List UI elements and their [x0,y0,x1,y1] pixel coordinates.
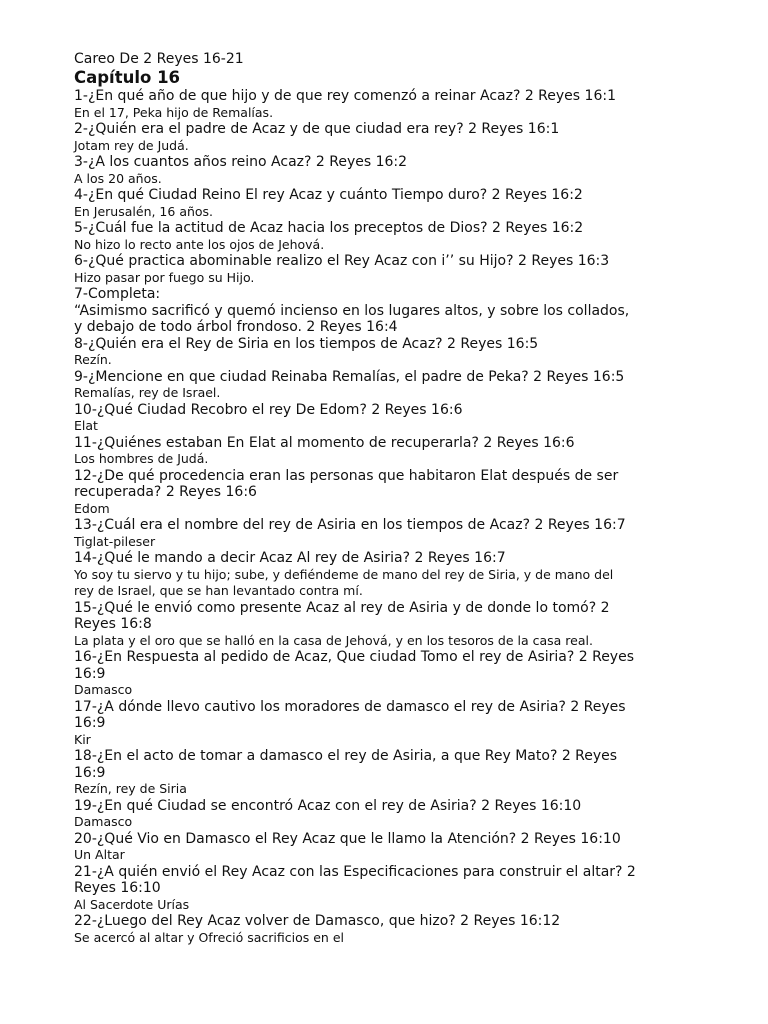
question-line: 15-¿Qué le envió como presente Acaz al rey de Asiria y de donde lo tomó? 2 [74,599,610,616]
question-line: 18-¿En el acto de tomar a damasco el rey de Asiria, a que Rey Mato? 2 Reyes [74,748,618,764]
question-line: 2-¿Quién era el padre de Acaz y de que ciudad era rey? 2 Reyes 16:1 [74,121,560,137]
question-line: 10-¿Qué Ciudad Recobro el rey De Edom? 2 Reyes 16:6 [74,401,463,418]
answer-line: Elat [74,418,98,433]
question-line: y debajo de todo árbol frondoso. 2 Reyes 16:4 [74,319,398,335]
question-line: 17-¿A dónde llevo cautivo los moradores de damasco el rey de Asiria? 2 Reyes [74,698,626,715]
answer-line: Edom [74,500,110,516]
answer-line: No hizo lo recto ante los ojos de Jehová. [74,236,325,252]
answer-line: Los hombres de Judá. [74,451,209,466]
answer-line: Un Altar [74,847,125,862]
answer-line: En Jerusalén, 16 años. [74,203,214,219]
question-line: Reyes 16:10 [74,880,161,896]
document-body [74,51,694,946]
question-line: 11-¿Quiénes estaban En Elat al momento de recuperarla? 2 Reyes 16:6 [74,434,575,451]
question-line: 12-¿De qué procedencia eran las personas que habitaron Elat después de ser [74,467,619,484]
answer-line: Se acercó al altar y Ofreció sacrificios en el [74,929,344,945]
question-line: 4-¿En qué Ciudad Reino El rey Acaz y cuánto Tiempo duro? 2 Reyes 16:2 [74,187,583,203]
answer-line: Jotam rey de Judá. [74,137,189,153]
document-title: Careo De 2 Reyes 16-21 [74,51,244,67]
answer-line: Rezín, rey de Siria [74,781,187,796]
answer-line: rey de Israel, que se han levantado contra mí. [74,583,363,598]
question-line: 21-¿A quién envió el Rey Acaz con las Especificaciones para construir el altar? 2 [74,863,636,880]
question-line: 22-¿Luego del Rey Acaz volver de Damasco, que hizo? 2 Reyes 16:12 [74,913,561,929]
question-line: 14-¿Qué le mando a decir Acaz Al rey de Asiria? 2 Reyes 16:7 [74,550,506,566]
question-line: 5-¿Cuál fue la actitud de Acaz hacia los preceptos de Dios? 2 Reyes 16:2 [74,220,584,236]
question-line: 16:9 [74,715,106,731]
question-answer-list [74,88,694,946]
question-line: 20-¿Qué Vio en Damasco el Rey Acaz que le llamo la Atención? 2 Reyes 16:10 [74,830,621,847]
answer-line: La plata y el oro que se halló en la casa de Jehová, y en los tesoros de la casa real. [74,632,593,648]
answer-line: En el 17, Peka hijo de Remalías. [74,104,274,120]
question-line: 16-¿En Respuesta al pedido de Acaz, Que ciudad Tomo el rey de Asiria? 2 Reyes [74,649,634,665]
question-line: recuperada? 2 Reyes 16:6 [74,484,257,500]
question-line: 1-¿En qué año de que hijo y de que rey comenzó a reinar Acaz? 2 Reyes 16:1 [74,88,616,104]
answer-line: Rezín. [74,352,112,367]
question-line: 7-Completa: [74,286,161,302]
answer-line: Kir [74,731,91,747]
answer-line: Hizo pasar por fuego su Hijo. [74,269,255,285]
question-line: 16:9 [74,764,106,781]
answer-line: Remalías, rey de Israel. [74,385,221,400]
answer-line: Damasco [74,814,133,829]
question-line: 8-¿Quién era el Rey de Siria en los tiempos de Acaz? 2 Reyes 16:5 [74,335,539,352]
chapter-heading: Capítulo 16 [74,68,181,87]
answer-line: Al Sacerdote Urías [74,896,190,912]
question-line: 13-¿Cuál era el nombre del rey de Asiria en los tiempos de Acaz? 2 Reyes 16:7 [74,517,626,533]
question-line: 19-¿En qué Ciudad se encontró Acaz con el rey de Asiria? 2 Reyes 16:10 [74,797,582,814]
question-line: Reyes 16:8 [74,616,152,632]
answer-line: A los 20 años. [74,170,162,186]
question-line: 9-¿Mencione en que ciudad Reinaba Remalías, el padre de Peka? 2 Reyes 16:5 [74,368,625,385]
question-line: 6-¿Qué practica abominable realizo el Rey Acaz con i’’ su Hijo? 2 Reyes 16:3 [74,253,610,269]
question-line: “Asimismo sacrificó y quemó incienso en los lugares altos, y sobre los collados, [74,302,630,319]
answer-line: Damasco [74,682,133,697]
answer-line: Yo soy tu siervo y tu hijo; sube, y defiéndeme de mano del rey de Siria, y de mano del [74,566,614,582]
question-line: 3-¿A los cuantos años reino Acaz? 2 Reyes 16:2 [74,154,408,170]
question-line: 16:9 [74,665,106,682]
answer-line: Tiglat-pileser [74,533,156,549]
